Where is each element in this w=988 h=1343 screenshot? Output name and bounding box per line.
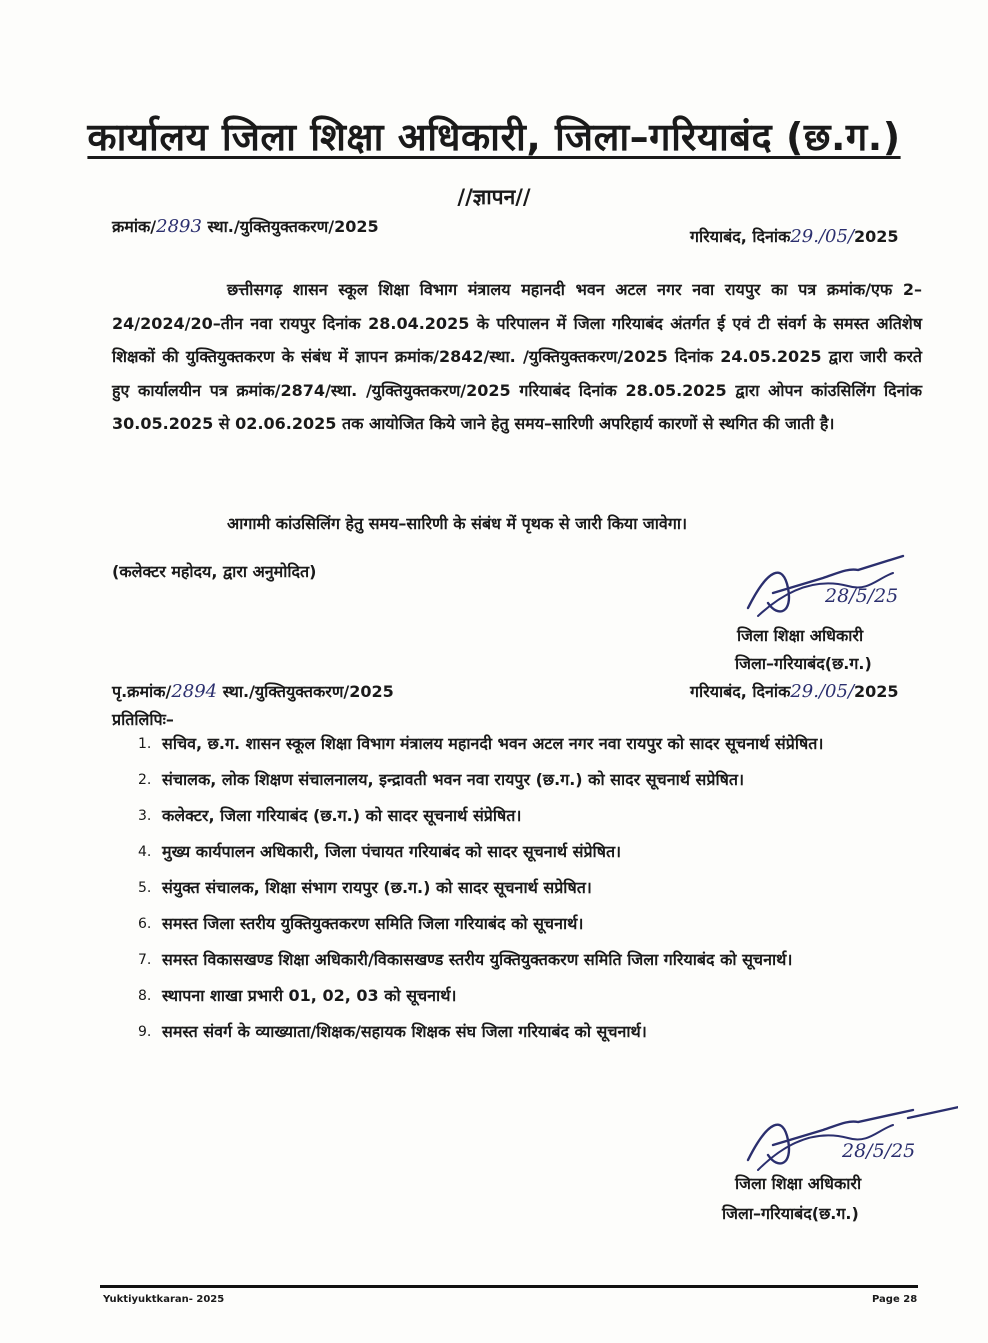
date-year: 2025 xyxy=(854,227,899,246)
signature-1-date: 28/5/25 xyxy=(825,585,899,607)
paragraph-text: छत्तीसगढ़ शासन स्कूल शिक्षा विभाग मंत्रालय महानदी भवन अटल नगर नवा रायपुर का पत्र क्रमांक/एफ 2–24/2024/20–तीन नवा रायपुर दिनांक 28.04.2025 के परिपालन में जिला गरियाबंद अंतर्गत ई एवं टी संवर्ग के समस्त अतिशेष शिक्षकों की युक्तियुक्तकरण के संबंध में ज्ञापन क्रमांक/2842/स्था. /युक्तियुक्तकरण/2025 दिनांक 24.05.2025 द्वारा जारी करते हुए कार्यालयीन पत्र क्रमांक/2874/स्था. /युक्तियुक्तकरण/2025 गरियाबंद दिनांक 28.05.2025 द्वारा ओपन कांउसिलिंग दिनांक 30.05.2025 से 02.06.2025 तक आयोजित किये जाने हेतु समय–सारिणी अपरिहार्य कारणों से स्थगित की जाती है। xyxy=(112,280,922,433)
copy-item-text: समस्त विकासखण्ड शिक्षा अधिकारी/विकासखण्ड स्तरीय युक्तियुक्तकरण समिति जिला गरियाबंद को सूचनार्थ। xyxy=(162,950,793,969)
main-paragraph xyxy=(112,273,922,441)
copy-list-item xyxy=(112,802,912,830)
signature-2-district: जिला–गरियाबंद(छ.ग.) xyxy=(722,1204,859,1223)
copy-list-item xyxy=(112,946,912,974)
approval-note: (कलेक्टर महोदय, द्वारा अनुमोदित) xyxy=(112,562,317,581)
copy-item-number: 6. xyxy=(138,916,152,932)
page-number: Page 28 xyxy=(872,1294,918,1305)
copy-date-handwritten: 29./05/ xyxy=(790,681,855,702)
ref-number-line xyxy=(112,215,379,237)
copy-item-number: 1. xyxy=(138,736,152,752)
ref-date-line xyxy=(690,225,899,247)
copy-list-item xyxy=(112,910,912,938)
copy-ref-suffix: स्था./युक्तियुक्तकरण/2025 xyxy=(222,682,394,701)
copy-to-heading: प्रतिलिपिः– xyxy=(112,710,174,729)
signature-1-district: जिला–गरियाबंद(छ.ग.) xyxy=(735,654,872,673)
copy-ref-label: पृ.क्रमांक/ xyxy=(112,682,172,701)
copy-ref-date-line xyxy=(690,680,899,702)
copy-ref-number-handwritten: 2894 xyxy=(171,681,218,702)
copy-list-item xyxy=(112,982,912,1010)
copy-list-item xyxy=(112,874,912,902)
copy-list-item xyxy=(112,730,912,758)
copy-item-number: 7. xyxy=(138,952,152,968)
copy-item-text: समस्त जिला स्तरीय युक्तियुक्तकरण समिति जिला गरियाबंद को सूचनार्थ। xyxy=(162,914,584,933)
office-title: कार्यालय जिला शिक्षा अधिकारी, जिला–गरियाबंद (छ.ग.) xyxy=(87,115,901,159)
copy-place-date-label: गरियाबंद, दिनांक xyxy=(690,682,791,701)
signature-2-designation: जिला शिक्षा अधिकारी xyxy=(735,1174,862,1193)
copy-item-text: सचिव, छ.ग. शासन स्कूल शिक्षा विभाग मंत्रालय महानदी भवन अटल नगर नवा रायपुर को सादर सूचनार्थ संप्रेषित। xyxy=(162,734,824,753)
copy-item-text: संयुक्त संचालक, शिक्षा संभाग रायपुर (छ.ग.) को सादर सूचनार्थ सप्रेषित। xyxy=(162,878,592,897)
signature-1-designation: जिला शिक्षा अधिकारी xyxy=(737,626,864,645)
copy-item-text: संचालक, लोक शिक्षण संचालनालय, इन्द्रावती भवन नवा रायपुर (छ.ग.) को सादर सूचनार्थ सप्रेषित। xyxy=(162,770,745,789)
ref-number-handwritten: 2893 xyxy=(156,216,202,237)
signature-2-date: 28/5/25 xyxy=(842,1140,916,1162)
copy-list-item xyxy=(112,766,912,794)
copy-item-number: 4. xyxy=(138,844,152,860)
copy-list xyxy=(112,730,912,1054)
copy-item-number: 9. xyxy=(138,1024,152,1040)
ref-suffix: स्था./युक्तियुक्तकरण/2025 xyxy=(207,217,379,236)
copy-list-item xyxy=(112,838,912,866)
copy-item-text: मुख्य कार्यपालन अधिकारी, जिला पंचायत गरियाबंद को सादर सूचनार्थ संप्रेषित। xyxy=(162,842,622,861)
copy-item-text: स्थापना शाखा प्रभारी 01, 02, 03 को सूचनार्थ। xyxy=(162,986,457,1005)
place-date-label: गरियाबंद, दिनांक xyxy=(690,227,791,246)
copy-item-number: 5. xyxy=(138,880,152,896)
footer-title: Yuktiyuktkaran- 2025 xyxy=(103,1294,225,1305)
copy-item-number: 8. xyxy=(138,988,152,1004)
ref-label: क्रमांक/ xyxy=(112,217,157,236)
footer-rule xyxy=(100,1285,918,1288)
second-paragraph: आगामी कांउसिलिंग हेतु समय–सारिणी के संबंध में पृथक से जारी किया जावेगा। xyxy=(227,514,688,533)
copy-list-item xyxy=(112,1018,912,1046)
date-handwritten: 29./05/ xyxy=(790,226,855,247)
copy-ref-number-line xyxy=(112,680,394,702)
copy-item-text: समस्त संवर्ग के व्याख्याता/शिक्षक/सहायक शिक्षक संघ जिला गरियाबंद को सूचनार्थ। xyxy=(162,1022,647,1041)
copy-item-number: 3. xyxy=(138,808,152,824)
copy-item-number: 2. xyxy=(138,772,152,788)
copy-date-year: 2025 xyxy=(854,682,899,701)
copy-item-text: कलेक्टर, जिला गरियाबंद (छ.ग.) को सादर सूचनार्थ संप्रेषित। xyxy=(162,806,522,825)
memo-heading: //ज्ञापन// xyxy=(457,185,531,209)
